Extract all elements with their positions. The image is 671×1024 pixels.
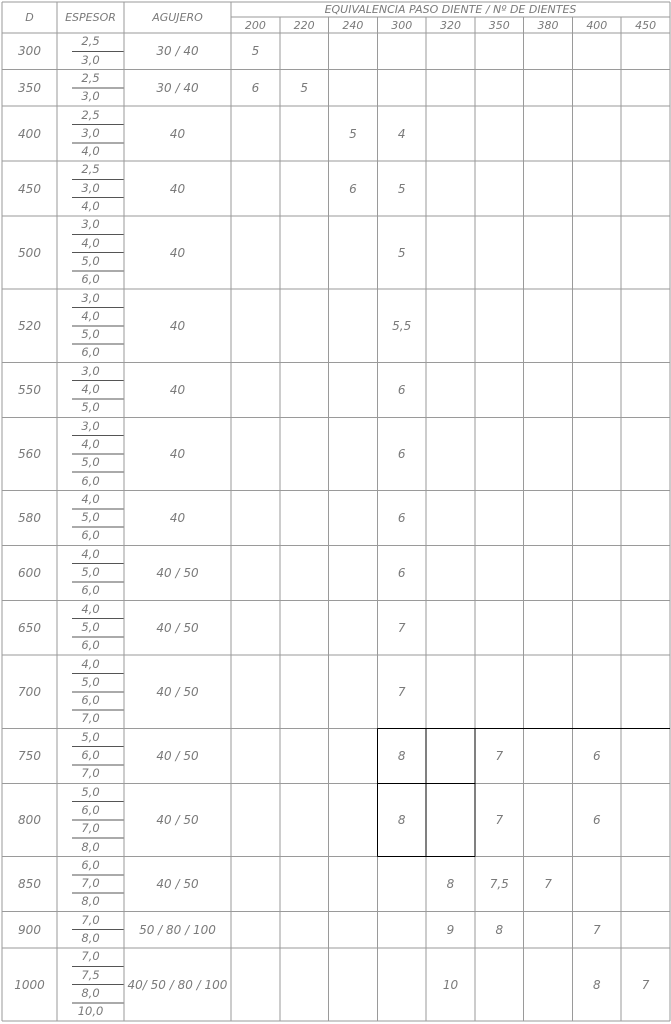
teeth-cell-300: 7 (397, 684, 406, 699)
thickness-cell: 5,0 (81, 784, 100, 799)
teeth-cell-300: 5 (397, 181, 406, 196)
teeth-cell-240: 5 (349, 126, 357, 141)
thickness-cell: 5,0 (81, 619, 100, 634)
thickness-cell: 4,0 (81, 382, 100, 397)
teeth-cell-300: 6 (397, 382, 406, 397)
teeth-cell-450: 7 (641, 977, 650, 992)
bore-cell: 40 / 50 (156, 565, 199, 580)
thickness-cell: 7,0 (81, 912, 100, 927)
teeth-cell-300: 6 (397, 565, 406, 580)
teeth-cell-320: 9 (446, 922, 455, 937)
bore-cell: 40 (169, 245, 186, 260)
thickness-cell: 5,0 (81, 510, 100, 525)
bore-cell: 40/ 50 / 80 / 100 (127, 977, 228, 992)
thickness-cell: 5,0 (81, 565, 100, 580)
thickness-cell: 4,0 (81, 546, 100, 561)
header-paso-240: 240 (342, 18, 364, 32)
thickness-cell: 6,0 (81, 748, 100, 763)
thickness-cell: 3,0 (81, 217, 100, 232)
diameter-cell: 400 (18, 126, 41, 141)
diameter-cell: 850 (18, 876, 41, 891)
thickness-cell: 6,0 (81, 857, 100, 872)
teeth-cell-300: 5,5 (392, 318, 412, 333)
thickness-cell: 2,5 (81, 162, 100, 177)
thickness-cell: 7,0 (81, 876, 100, 891)
diameter-cell: 300 (18, 44, 41, 59)
diameter-cell: 450 (18, 181, 41, 196)
teeth-cell-200: 5 (251, 44, 260, 59)
teeth-cell-350: 8 (495, 922, 504, 937)
thickness-cell: 3,0 (81, 418, 100, 433)
thickness-cell: 3,0 (81, 89, 100, 104)
diameter-cell: 520 (18, 318, 41, 333)
header-equivalencia: EQUIVALENCIA PASO DIENTE / Nº DE DIENTES (324, 3, 577, 16)
thickness-cell: 5,0 (81, 455, 100, 470)
teeth-cell-400: 8 (593, 977, 601, 992)
thickness-cell: 2,5 (81, 70, 100, 85)
bore-cell: 30 / 40 (156, 80, 199, 95)
bore-cell: 40 / 50 (156, 748, 199, 763)
teeth-cell-350: 7,5 (489, 876, 509, 891)
thickness-cell: 8,0 (81, 839, 100, 854)
bore-cell: 40 (169, 318, 186, 333)
thickness-cell: 4,0 (81, 436, 100, 451)
teeth-cell-350: 7 (495, 748, 504, 763)
thickness-cell: 4,0 (81, 308, 100, 323)
teeth-cell-300: 8 (397, 748, 406, 763)
thickness-cell: 6,0 (81, 473, 100, 488)
teeth-cell-320: 8 (446, 876, 455, 891)
thickness-cell: 5,0 (81, 400, 100, 415)
diameter-cell: 580 (18, 510, 41, 525)
thickness-cell: 6,0 (81, 345, 100, 360)
header-paso-300: 300 (391, 18, 413, 32)
diameter-cell: 1000 (14, 977, 45, 992)
thickness-cell: 3,0 (81, 180, 100, 195)
thickness-cell: 6,0 (81, 528, 100, 543)
header-paso-350: 350 (488, 18, 510, 32)
bore-cell: 50 / 80 / 100 (139, 922, 216, 937)
thickness-cell: 10,0 (77, 1004, 104, 1019)
header-agujero: AGUJERO (152, 11, 203, 24)
teeth-cell-300: 7 (397, 620, 406, 635)
bore-cell: 30 / 40 (156, 44, 199, 59)
thickness-cell: 3,0 (81, 52, 100, 67)
teeth-cell-400: 6 (593, 812, 601, 827)
teeth-cell-220: 5 (300, 80, 308, 95)
bore-cell: 40 / 50 (156, 812, 199, 827)
bore-cell: 40 (169, 446, 186, 461)
teeth-cell-300: 8 (397, 812, 406, 827)
thickness-cell: 8,0 (81, 931, 100, 946)
header-paso-220: 220 (293, 18, 315, 32)
teeth-cell-300: 6 (397, 446, 406, 461)
bore-cell: 40 (169, 181, 186, 196)
diameter-cell: 350 (18, 80, 41, 95)
thickness-cell: 4,0 (81, 601, 100, 616)
bore-cell: 40 (169, 510, 186, 525)
thickness-cell: 6,0 (81, 583, 100, 598)
diameter-cell: 600 (18, 565, 41, 580)
teeth-cell-300: 4 (397, 126, 406, 141)
thickness-cell: 4,0 (81, 144, 100, 159)
thickness-cell: 6,0 (81, 802, 100, 817)
thickness-cell: 6,0 (81, 693, 100, 708)
teeth-cell-240: 6 (349, 181, 357, 196)
thickness-cell: 4,0 (81, 199, 100, 214)
bore-cell: 40 / 50 (156, 876, 199, 891)
thickness-cell: 8,0 (81, 894, 100, 909)
diameter-cell: 650 (18, 620, 41, 635)
thickness-cell: 3,0 (81, 363, 100, 378)
teeth-cell-400: 7 (593, 922, 601, 937)
diameter-cell: 800 (18, 812, 41, 827)
diameter-cell: 500 (18, 245, 41, 260)
bore-cell: 40 (169, 382, 186, 397)
header-paso-380: 380 (537, 18, 559, 32)
bore-cell: 40 / 50 (156, 684, 199, 699)
teeth-cell-400: 6 (593, 748, 601, 763)
thickness-cell: 5,0 (81, 729, 100, 744)
teeth-cell-200: 6 (251, 80, 260, 95)
thickness-cell: 7,0 (81, 711, 100, 726)
thickness-cell: 7,0 (81, 821, 100, 836)
header-paso-320: 320 (439, 18, 461, 32)
thickness-cell: 6,0 (81, 638, 100, 653)
header-espesor: ESPESOR (65, 11, 116, 24)
diameter-cell: 900 (18, 922, 41, 937)
thickness-cell: 2,5 (81, 34, 100, 49)
teeth-cell-350: 7 (495, 812, 504, 827)
diameter-cell: 750 (18, 748, 41, 763)
header-paso-450: 450 (635, 18, 657, 32)
teeth-cell-300: 6 (397, 510, 406, 525)
diameter-cell: 560 (18, 446, 41, 461)
teeth-cell-300: 5 (397, 245, 406, 260)
thickness-cell: 7,5 (81, 967, 100, 982)
thickness-cell: 8,0 (81, 985, 100, 1000)
thickness-cell: 3,0 (81, 125, 100, 140)
thickness-cell: 4,0 (81, 235, 100, 250)
teeth-cell-320: 10 (442, 977, 459, 992)
thickness-cell: 4,0 (81, 656, 100, 671)
thickness-cell: 5,0 (81, 253, 100, 268)
header-paso-200: 200 (244, 18, 266, 32)
diameter-cell: 550 (18, 382, 41, 397)
thickness-cell: 6,0 (81, 272, 100, 287)
thickness-cell: 7,0 (81, 766, 100, 781)
header-paso-400: 400 (586, 18, 608, 32)
thickness-cell: 3,0 (81, 290, 100, 305)
thickness-cell: 7,0 (81, 949, 100, 964)
thickness-cell: 4,0 (81, 491, 100, 506)
header-d: D (25, 11, 34, 24)
thickness-cell: 2,5 (81, 107, 100, 122)
bore-cell: 40 (169, 126, 186, 141)
teeth-cell-380: 7 (544, 876, 552, 891)
thickness-cell: 5,0 (81, 327, 100, 342)
bore-cell: 40 / 50 (156, 620, 199, 635)
thickness-cell: 5,0 (81, 674, 100, 689)
diameter-cell: 700 (18, 684, 41, 699)
